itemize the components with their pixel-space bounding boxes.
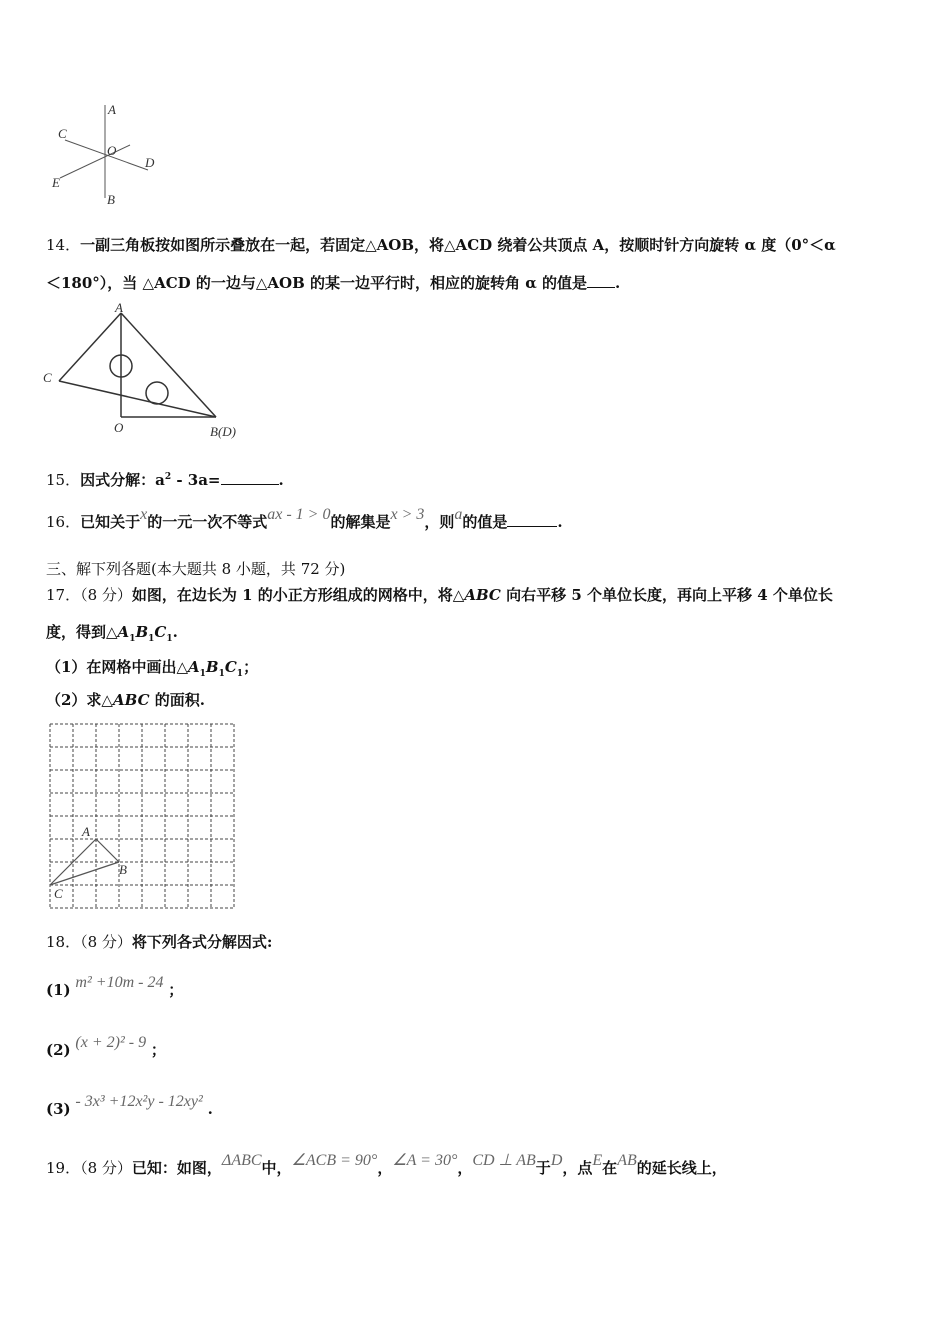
q14-answer-blank[interactable] xyxy=(587,273,615,288)
label-D: D xyxy=(145,155,155,170)
q15-number: 15． xyxy=(46,471,81,489)
grid-diagram xyxy=(48,722,236,912)
q17-part1: （1）在网格中画出$\triangle A_1B_1C_1$； xyxy=(46,658,259,679)
q18-part1: (1) m² +10m - 24 ； xyxy=(46,974,184,999)
label-O: O xyxy=(107,143,117,158)
label-C: C xyxy=(58,126,67,141)
q19: 19．（8 分）已知：如图，ΔABC中，∠ACB = 90°，∠A = 30°，CD ⊥ AB于D，点E在AB的延长线上， xyxy=(46,1152,727,1177)
q14-text-2: ＜180°），当 △ACD 的一边与△AOB 的某一边平行时，相应的旋转角 α 的值是 xyxy=(46,274,588,292)
section-3-heading: 三、解下列各题(本大题共 8 小题，共 72 分) xyxy=(46,560,346,578)
grid-label-A: A xyxy=(82,824,90,839)
label-A: A xyxy=(108,102,116,117)
q16-number: 16． xyxy=(46,513,81,531)
triangle-side-BC xyxy=(50,862,119,885)
q18-part3: (3) - 3x³ +12x²y - 12xy² . xyxy=(46,1093,213,1118)
q16-answer-blank[interactable] xyxy=(507,512,557,527)
triangles-diagram xyxy=(40,305,260,435)
label-E: E xyxy=(52,175,60,190)
label-BD: B(D) xyxy=(210,424,236,439)
q14-number: 14． xyxy=(46,236,81,254)
q14-line2: ＜180°），当 △ACD 的一边与△AOB 的某一边平行时，相应的旋转角 α 的值是 . xyxy=(46,274,621,292)
grid-label-C: C xyxy=(54,886,63,901)
triangle-side-AB xyxy=(96,839,119,862)
label-A: A xyxy=(115,300,123,315)
q15: 15．因式分解：$a^2 - 3a=$ . xyxy=(46,471,284,489)
label-B: B xyxy=(107,192,115,207)
q14-line1 xyxy=(46,235,836,255)
label-C: C xyxy=(43,370,52,385)
q17-line2: 度，得到$\triangle A_1B_1C_1$. xyxy=(46,623,178,644)
q16: 16．已知关于x的一元一次不等式ax - 1 > 0的解集是x > 3，则a的值是 . xyxy=(46,506,563,531)
q14-text-1: 一副三角板按如图所示叠放在一起，若固定△AOB，将△ACD 绕着公共顶点 A，按顺时针方向旋转 α 度（0°＜α xyxy=(80,236,836,254)
q18-part2: (2) (x + 2)² - 9 ； xyxy=(46,1034,166,1059)
grid-label-B: B xyxy=(119,862,127,877)
q18-heading: 18．（8 分）将下列各式分解因式: xyxy=(46,933,273,951)
q15-answer-blank[interactable] xyxy=(221,470,279,485)
q17-line1: 17．（8 分）如图，在边长为 1 的小正方形组成的网格中，将△ABC 向右平移 5 个单位长度，再向上平移 4 个单位长 xyxy=(46,586,833,604)
q17-part2: （2）求△ABC 的面积. xyxy=(46,691,205,709)
label-O: O xyxy=(114,420,124,435)
